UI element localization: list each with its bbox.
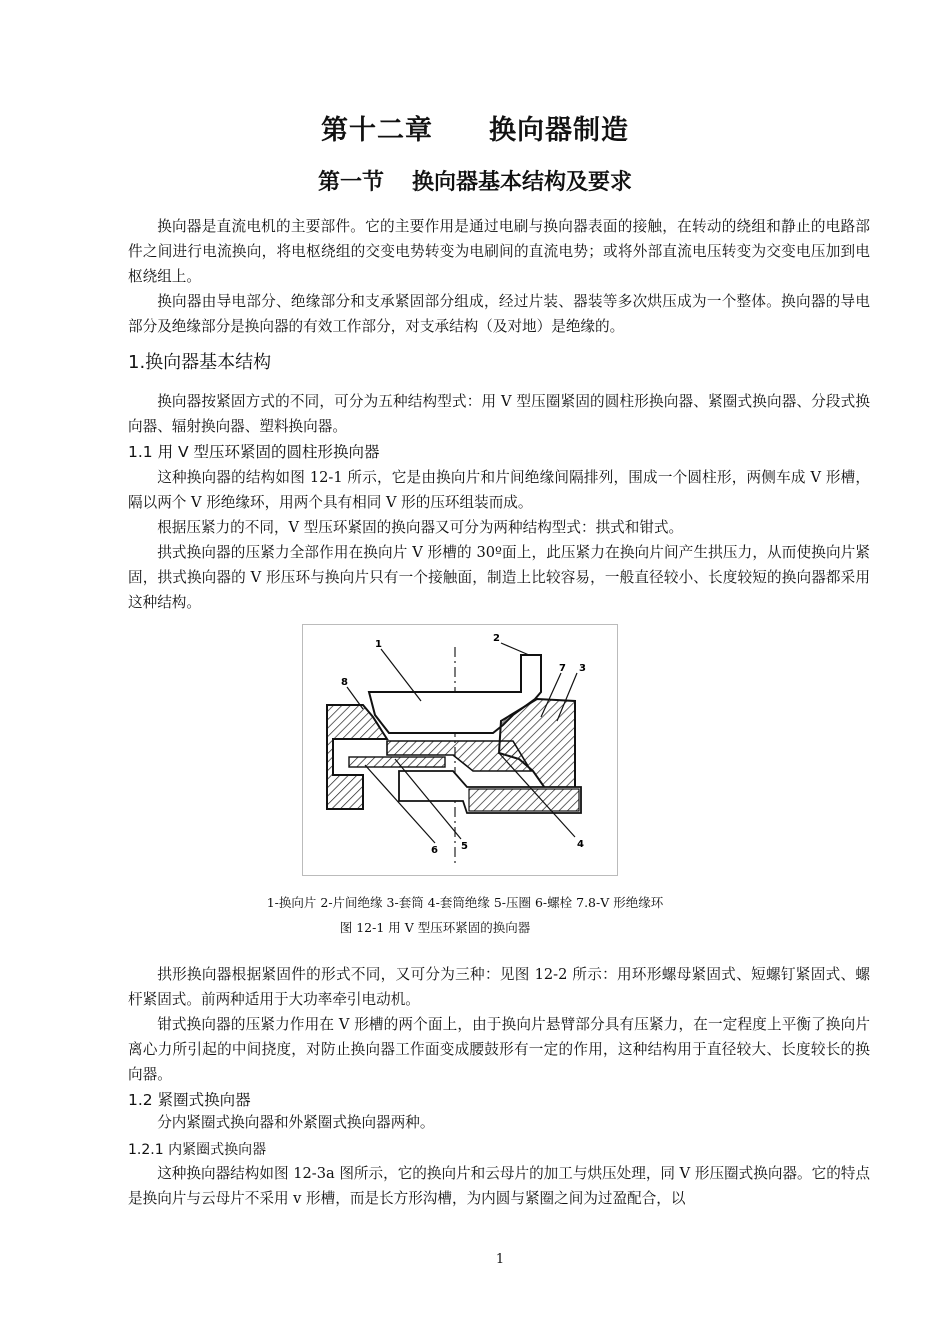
commutator-drawing — [303, 625, 617, 875]
figure-label-7: 7 — [559, 663, 566, 674]
section-title — [0, 165, 950, 196]
paragraph-clamp-type: 钳式换向器的压紧力作用在 V 形槽的两个面上，由于换向片悬臂部分具有压紧力，在一定程度上平衡了换向片离心力所引起的中间挠度，对防止换向器工作面变成腰鼓形有一定的作用，这种结构用于直径较大、长度较长的换向器。 — [128, 1016, 870, 1083]
figure-label-2: 2 — [493, 633, 500, 644]
paragraph-1-1-b: 根据压紧力的不同，V 型压环紧固的换向器又可分为两种结构型式：拱式和钳式。 — [157, 519, 684, 536]
intro-paragraph-1: 换向器是直流电机的主要部件。它的主要作用是通过电刷与换向器表面的接触，在转动的绕组和静止的电路部件之间进行电流换向，将电枢绕组的交变电势转变为电刷间的直流电势；或将外部直流电压转变为交变电压加到电枢绕组上。 — [128, 218, 870, 285]
figure-label-5: 5 — [461, 841, 468, 852]
paragraph-arch-types: 拱形换向器根据紧固件的形式不同，又可分为三种：见图 12-2 所示：用环形螺母紧固式、短螺钉紧固式、螺杆紧固式。前两种适用于大功率牵引电动机。 — [128, 966, 870, 1008]
paragraph-1-2-1: 这种换向器结构如图 12-3a 图所示，它的换向片和云母片的加工与烘压处理，同 V 形压圈式换向器。它的特点是换向片与云母片不采用 v 形槽，而是长方形沟槽，为内圆与紧圈之间为过盈配合，以 — [128, 1165, 870, 1207]
paragraph-1-1-c: 拱式换向器的压紧力全部作用在换向片 V 形槽的 30º面上，此压紧力在换向片间产生拱压力，从而使换向片紧固，拱式换向器的 V 形压环与换向片只有一个接触面，制造上比较容易，一般直径较小、长度较短的换向器都采用这种结构。 — [128, 544, 870, 611]
heading-1-1: 1.1 用 V 型压环紧固的圆柱形换向器 — [128, 443, 380, 461]
chapter-name: 换向器制造 — [489, 115, 629, 146]
section-label: 第一节 — [317, 170, 384, 195]
paragraph-1-2: 分内紧圈式换向器和外紧圈式换向器两种。 — [157, 1114, 435, 1131]
heading-1-2-1: 1.2.1 内紧圈式换向器 — [128, 1142, 267, 1158]
types-paragraph: 换向器按紧固方式的不同，可分为五种结构型式：用 V 型压圈紧固的圆柱形换向器、紧圈式换向器、分段式换向器、辐射换向器、塑料换向器。 — [128, 393, 870, 435]
heading-structure: 1.换向器基本结构 — [128, 352, 272, 373]
chapter-title — [0, 108, 950, 147]
figure-label-3: 3 — [579, 663, 586, 674]
page-number: 1 — [495, 1252, 505, 1267]
figure-label-4: 4 — [577, 839, 584, 850]
section-name: 换向器基本结构及要求 — [412, 170, 633, 195]
figure-label-6: 6 — [431, 845, 438, 856]
figure-label-8: 8 — [341, 677, 348, 688]
figure-label-1: 1 — [375, 639, 382, 650]
chapter-label: 第十二章 — [321, 115, 433, 146]
figure-caption: 图 12-1 用 V 型压环紧固的换向器 — [339, 920, 531, 935]
heading-1-2: 1.2 紧圈式换向器 — [128, 1091, 251, 1109]
intro-paragraph-2: 换向器由导电部分、绝缘部分和支承紧固部分组成，经过片装、器装等多次烘压成为一个整体。换向器的导电部分及绝缘部分是换向器的有效工作部分，对支承结构（及对地）是绝缘的。 — [128, 293, 870, 335]
figure-12-1 — [302, 624, 618, 876]
paragraph-1-1-a: 这种换向器的结构如图 12-1 所示，它是由换向片和片间绝缘间隔排列，围成一个圆柱形，两侧车成 V 形槽，隔以两个 V 形绝缘环，用两个具有相同 V 形的压环组装而成。 — [128, 469, 870, 511]
figure-legend: 1-换向片 2-片间绝缘 3-套筒 4-套筒绝缘 5-压圈 6-螺栓 7.8-V 形绝缘环 — [266, 895, 664, 910]
